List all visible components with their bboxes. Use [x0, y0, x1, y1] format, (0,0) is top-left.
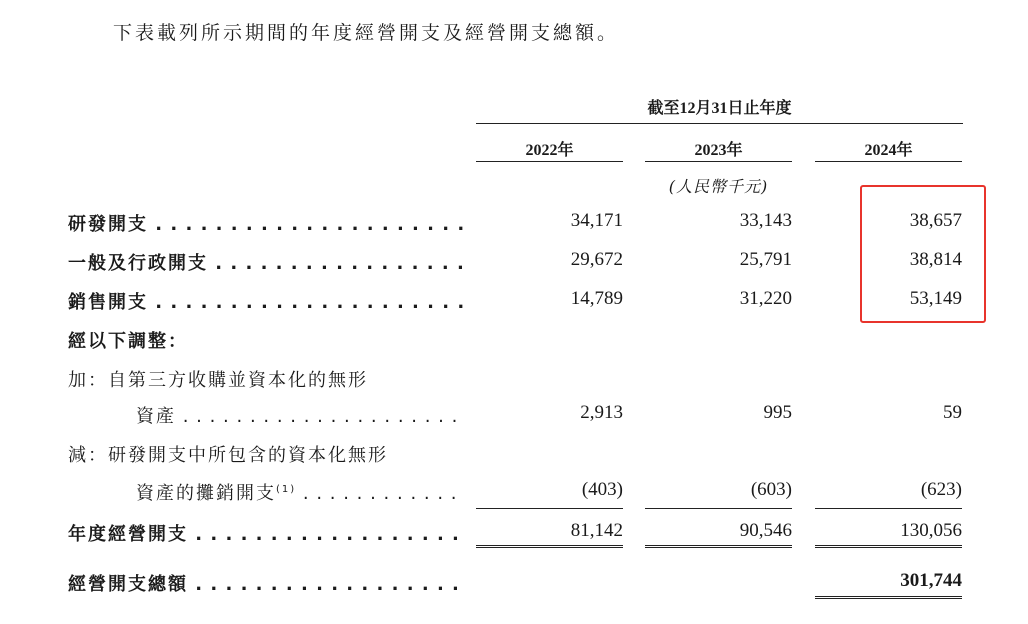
rd-2024: 38,657 [909, 210, 962, 231]
add-2022: 2,913 [580, 402, 623, 423]
add-adjustment-label: 加：自第三方收購並資本化的無形 [68, 370, 368, 391]
admin-2024: 38,814 [909, 249, 962, 270]
sales-expense-label: 銷售開支 . . . [68, 288, 466, 314]
total-double-rule [815, 545, 962, 551]
add-2023: 995 [763, 402, 792, 423]
rd-expense-label: 研發開支 . . . [68, 210, 466, 236]
intro-text: 下表載列所示期間的年度經營開支及經營開支總額。 [113, 22, 620, 44]
total-double-rule [476, 545, 623, 551]
year-rule [815, 161, 962, 162]
grand-total-double-rule [815, 596, 962, 602]
year-2022-header: 2022年 [525, 142, 574, 159]
year-rule [645, 161, 792, 162]
total-double-rule [645, 545, 792, 551]
highlight-box [860, 185, 986, 323]
subtotal-rule [815, 508, 962, 509]
sales-2022: 14,789 [570, 288, 623, 309]
currency-label: (人民幣千元) [668, 177, 769, 196]
subtotal-rule [476, 508, 623, 509]
subtotal-rule [645, 508, 792, 509]
sales-2024: 53,149 [909, 288, 962, 309]
footnote-marker: (1) [276, 484, 297, 495]
period-header-rule [476, 123, 963, 124]
year-2023-header: 2023年 [694, 142, 743, 159]
period-header: 截至12月31日止年度 [647, 100, 792, 117]
less-adjustment-label-cont: 資產的攤銷開支$^{(1)}$ . . . [136, 479, 466, 505]
year-rule [476, 161, 623, 162]
sales-2023: 31,220 [739, 288, 792, 309]
less-adjustment-label: 減：研發開支中所包含的資本化無形 [68, 445, 388, 466]
grand-total-label: 經營開支總額 . . . [68, 570, 466, 596]
admin-2022: 29,672 [570, 249, 623, 270]
admin-expense-label: 一般及行政開支 . . . [68, 249, 466, 275]
annual-total-2022: 81,142 [570, 520, 623, 541]
admin-2023: 25,791 [739, 249, 792, 270]
year-2024-header: 2024年 [864, 142, 913, 159]
add-adjustment-label-cont: 資產 . . . [136, 402, 466, 428]
rd-2022: 34,171 [570, 210, 623, 231]
rd-2023: 33,143 [739, 210, 792, 231]
annual-total-label: 年度經營開支 . . . [68, 520, 466, 546]
less-2024: (623) [920, 479, 962, 500]
annual-total-2024: 130,056 [900, 520, 962, 541]
grand-total-value: 301,744 [900, 570, 962, 591]
annual-total-2023: 90,546 [739, 520, 792, 541]
less-2023: (603) [750, 479, 792, 500]
adjustment-heading: 經以下調整： [68, 331, 188, 352]
add-2024: 59 [943, 402, 962, 423]
less-2022: (403) [581, 479, 623, 500]
